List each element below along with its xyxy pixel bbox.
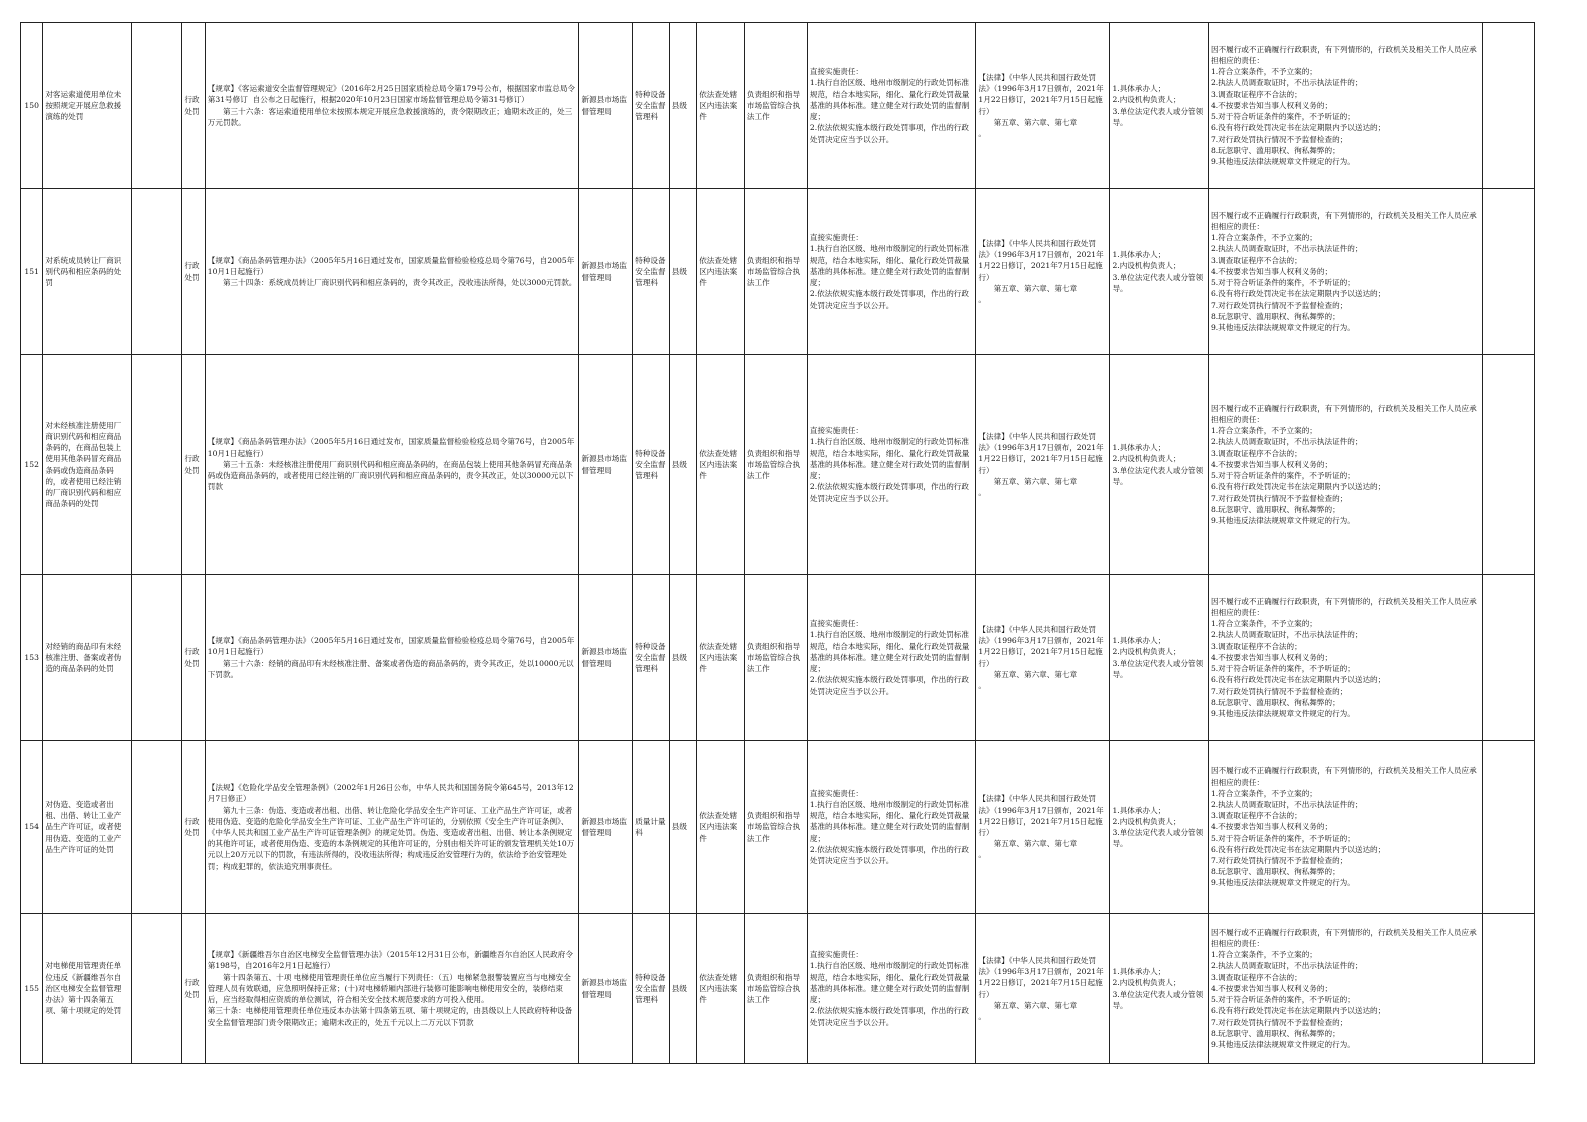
enforcement-scope: 依法查处辖区内违法案件 bbox=[699, 448, 738, 481]
list-line: 1.具体承办人； bbox=[1112, 805, 1166, 815]
administrative-level: 县级 bbox=[671, 652, 687, 662]
legal-basis-article: 第三十六条：经销的商品印有未经核准注册、备案或者伪造的商品条码的，责令其改正，处以10000元以下罚款。 bbox=[207, 658, 574, 679]
law-tail: 。 bbox=[978, 1011, 987, 1021]
list-line: 7.对行政处罚执行情况不予监督检查的； bbox=[1210, 493, 1348, 503]
item-type: 行政处罚 bbox=[184, 978, 200, 999]
item-name: 对系统成员转让厂商识别代码和相应条码的处罚 bbox=[45, 255, 122, 288]
duty-list-table bbox=[20, 22, 1535, 1064]
list-line: 3.调查取证程序不合法的； bbox=[1210, 89, 1302, 99]
list-line: 1.具体承办人； bbox=[1112, 636, 1166, 646]
law-reference: 【法律】《中华人民共和国行政处罚法》（1996年3月17日颁布，2021年1月22日修订，2021年7月15日起施行） bbox=[978, 955, 1104, 999]
list-line: 9.其他违反法律法规规章文件规定的行为。 bbox=[1210, 322, 1355, 332]
list-line: 1.执行自治区级、地州市级制定的行政处罚标准规范，结合本地实际，细化、量化行政处罚裁量基准的具体标准。建立健全对行政处罚的监督制度； bbox=[809, 78, 970, 122]
list-line: 2.内设机构负责人； bbox=[1112, 261, 1181, 271]
sub-item-cell bbox=[131, 355, 182, 575]
list-line: 2.内设机构负责人； bbox=[1112, 816, 1181, 826]
department-cell bbox=[633, 575, 670, 741]
scope-cell bbox=[697, 914, 745, 1064]
list-line: 4.不按要求告知当事人权利义务的； bbox=[1210, 100, 1333, 110]
legal-basis-article: 第三十六条：客运索道使用单位未按照本规定开展应急救援演练的，责令限期改正；逾期未改正的，处三万元罚款。 bbox=[207, 106, 573, 127]
responsibility-lines bbox=[810, 66, 974, 144]
list-line: 2.依法依规实施本级行政处罚事项，作出的行政处罚决定应当予以公开。 bbox=[809, 844, 969, 865]
list-line: 3.单位法定代表人或分管领导。 bbox=[1112, 658, 1204, 679]
administrative-level: 县级 bbox=[671, 266, 687, 276]
row-number-cell bbox=[21, 23, 43, 189]
list-line: 2.依法依规实施本级行政处罚事项，作出的行政处罚决定应当予以公开。 bbox=[809, 675, 969, 696]
list-line: 1.符合立案条件，不予立案的； bbox=[1210, 619, 1317, 629]
list-line: 1.符合立案条件，不予立案的； bbox=[1210, 233, 1317, 243]
list-line: 1.执行自治区级、地州市级制定的行政处罚标准规范，结合本地实际，细化、量化行政处罚裁量基准的具体标准。建立健全对行政处罚的监督制度； bbox=[809, 799, 970, 843]
list-line: 9.其他违反法律法规规章文件规定的行为。 bbox=[1210, 156, 1355, 166]
implementing-agency: 新源县市场监督管理局 bbox=[581, 816, 627, 837]
accountability-lines bbox=[1211, 927, 1480, 1050]
list-line: 2.执法人员调查取证时，不出示执法证件的； bbox=[1210, 630, 1363, 640]
list-line: 3.单位法定代表人或分管领导。 bbox=[1112, 465, 1204, 486]
list-line: 7.对行政处罚执行情况不予监督检查的； bbox=[1210, 300, 1348, 310]
duty-cell bbox=[744, 189, 807, 355]
list-line: 4.不按要求告知当事人权利义务的； bbox=[1210, 266, 1333, 276]
accountability-cell bbox=[1208, 355, 1482, 575]
agency-cell bbox=[579, 23, 633, 189]
table-body bbox=[21, 23, 1535, 1064]
list-line: 2.内设机构负责人； bbox=[1112, 95, 1181, 105]
item-name-cell bbox=[43, 914, 131, 1064]
list-line: 5.对于符合听证条件的案件，不予听证的； bbox=[1210, 278, 1355, 288]
list-line: 3.单位法定代表人或分管领导。 bbox=[1112, 828, 1204, 849]
responsibility-cell bbox=[807, 575, 976, 741]
legal-basis-article: 第三十五条：未经核准注册使用厂商识别代码和相应商品条码的，在商品包装上使用其他条码冒充商品条码或伪造商品条码的，或者使用已经注销的厂商识别代码和相应商品条码的，责令其改正，处以30000元以下罚款 bbox=[207, 459, 574, 492]
list-line: 因不履行或不正确履行行政职责，有下列情形的，行政机关及相关工作人员应承担相应的责任： bbox=[1210, 210, 1477, 232]
law-articles: 第五章、第六章、第七章 bbox=[993, 1000, 1078, 1010]
legal-basis-source: 【规章】《客运索道安全监督管理规定》（2016年2月25日国家质检总局令第179号公布，根据国家市监总局令第31号修订 自公布之日起施行，根据2020年10月23日国家市场监督管理总局令第31号修订） bbox=[207, 84, 576, 105]
responsibility-lines bbox=[810, 949, 974, 1027]
law-articles: 第五章、第六章、第七章 bbox=[993, 283, 1078, 293]
list-line: 6.没有将行政处罚决定书在法定期限内予以送达的； bbox=[1210, 675, 1386, 685]
implementing-agency: 新源县市场监督管理局 bbox=[581, 454, 627, 475]
level-cell bbox=[669, 575, 696, 741]
agency-cell bbox=[579, 355, 633, 575]
remarks-cell bbox=[1483, 914, 1535, 1064]
list-line: 3.调查取证程序不合法的； bbox=[1210, 972, 1302, 982]
list-line: 1.具体承办人； bbox=[1112, 443, 1166, 453]
duty-description: 负责组织和指导市场监管综合执法工作 bbox=[746, 641, 801, 674]
responsible-persons bbox=[1112, 442, 1205, 487]
list-line: 2.执法人员调查取证时，不出示执法证件的； bbox=[1210, 799, 1363, 809]
item-type: 行政处罚 bbox=[184, 454, 200, 475]
department-cell bbox=[633, 914, 670, 1064]
legal-basis-article: 第三十四条：系统成员转让厂商识别代码和相应条码的，责令其改正，没收违法所得，处以3000元罚款。 bbox=[222, 278, 577, 288]
enforcement-scope: 依法查处辖区内违法案件 bbox=[699, 641, 738, 674]
item-type-cell bbox=[182, 741, 205, 914]
list-line: 因不履行或不正确履行行政职责，有下列情形的，行政机关及相关工作人员应承担相应的责任： bbox=[1210, 44, 1477, 66]
responsible-department: 特种设备安全监督管理科 bbox=[635, 641, 666, 674]
sub-item-cell bbox=[131, 741, 182, 914]
item-name-cell bbox=[43, 355, 131, 575]
law-articles: 第五章、第六章、第七章 bbox=[993, 117, 1078, 127]
legal-basis-cell bbox=[205, 355, 579, 575]
accountability-cell bbox=[1208, 189, 1482, 355]
level-cell bbox=[669, 355, 696, 575]
duty-cell bbox=[744, 914, 807, 1064]
list-line: 5.对于符合听证条件的案件，不予听证的； bbox=[1210, 833, 1355, 843]
responsible-persons-cell bbox=[1110, 23, 1208, 189]
implementing-agency: 新源县市场监督管理局 bbox=[581, 978, 627, 999]
law-reference: 【法律】《中华人民共和国行政处罚法》（1996年3月17日颁布，2021年1月22日修订，2021年7月15日起施行） bbox=[978, 431, 1104, 475]
agency-cell bbox=[579, 741, 633, 914]
sub-item-cell bbox=[131, 575, 182, 741]
responsible-persons bbox=[1112, 805, 1205, 850]
duty-description: 负责组织和指导市场监管综合执法工作 bbox=[746, 255, 801, 288]
agency-cell bbox=[579, 575, 633, 741]
level-cell bbox=[669, 914, 696, 1064]
list-line: 因不履行或不正确履行行政职责，有下列情形的，行政机关及相关工作人员应承担相应的责任： bbox=[1210, 403, 1477, 425]
responsible-persons bbox=[1112, 249, 1205, 294]
row-number: 152 bbox=[24, 459, 39, 469]
item-type-cell bbox=[182, 23, 205, 189]
law-articles: 第五章、第六章、第七章 bbox=[993, 839, 1078, 849]
level-cell bbox=[669, 23, 696, 189]
list-line: 8.玩忽职守、滥用职权、徇私舞弊的； bbox=[1210, 1028, 1340, 1038]
duty-cell bbox=[744, 575, 807, 741]
list-line: 6.没有将行政处罚决定书在法定期限内予以送达的； bbox=[1210, 482, 1386, 492]
list-line: 2.内设机构负责人； bbox=[1112, 978, 1181, 988]
remarks-cell bbox=[1483, 575, 1535, 741]
row-number: 153 bbox=[24, 652, 39, 662]
responsible-department: 特种设备安全监督管理科 bbox=[635, 448, 666, 481]
list-line: 3.调查取证程序不合法的； bbox=[1210, 448, 1302, 458]
item-type: 行政处罚 bbox=[184, 647, 200, 668]
item-type-cell bbox=[182, 355, 205, 575]
list-line: 3.单位法定代表人或分管领导。 bbox=[1112, 272, 1204, 293]
list-line: 直接实施责任： bbox=[809, 426, 864, 436]
row-number-cell bbox=[21, 741, 43, 914]
item-name: 对未经核准注册使用厂商识别代码和相应商品条码的，在商品包装上使用其他条码冒充商品条码或伪造商品条码的，或者使用已经注销的厂商识别代码和相应商品条码的处罚 bbox=[45, 420, 122, 509]
list-line: 9.其他违反法律法规规章文件规定的行为。 bbox=[1210, 708, 1355, 718]
legal-basis-cell bbox=[205, 914, 579, 1064]
responsible-persons bbox=[1112, 83, 1205, 128]
remarks-cell bbox=[1483, 189, 1535, 355]
list-line: 6.没有将行政处罚决定书在法定期限内予以送达的； bbox=[1210, 1006, 1386, 1016]
table-row bbox=[21, 355, 1535, 575]
list-line: 2.执法人员调查取证时，不出示执法证件的； bbox=[1210, 437, 1363, 447]
list-line: 2.依法依规实施本级行政处罚事项，作出的行政处罚决定应当予以公开。 bbox=[809, 123, 969, 144]
accountability-cell bbox=[1208, 914, 1482, 1064]
item-type-cell bbox=[182, 914, 205, 1064]
list-line: 7.对行政处罚执行情况不予监督检查的； bbox=[1210, 686, 1348, 696]
duty-cell bbox=[744, 355, 807, 575]
list-line: 3.调查取证程序不合法的； bbox=[1210, 255, 1302, 265]
responsibility-cell bbox=[807, 23, 976, 189]
implementing-agency: 新源县市场监督管理局 bbox=[581, 647, 627, 668]
responsible-persons-cell bbox=[1110, 575, 1208, 741]
duty-description: 负责组织和指导市场监管综合执法工作 bbox=[746, 972, 801, 1005]
accountability-cell bbox=[1208, 741, 1482, 914]
accountability-basis-cell bbox=[976, 741, 1110, 914]
law-tail: 。 bbox=[978, 680, 987, 690]
sub-item-cell bbox=[131, 189, 182, 355]
list-line: 4.不按要求告知当事人权利义务的； bbox=[1210, 983, 1333, 993]
table-row bbox=[21, 575, 1535, 741]
level-cell bbox=[669, 189, 696, 355]
accountability-basis-cell bbox=[976, 575, 1110, 741]
item-name: 对经销的商品印有未经核准注册、备案或者伪造的商品条码的处罚 bbox=[45, 641, 122, 674]
list-line: 8.玩忽职守、滥用职权、徇私舞弊的； bbox=[1210, 697, 1340, 707]
list-line: 3.单位法定代表人或分管领导。 bbox=[1112, 989, 1204, 1010]
responsibility-cell bbox=[807, 914, 976, 1064]
responsible-persons bbox=[1112, 635, 1205, 680]
list-line: 5.对于符合听证条件的案件，不予听证的； bbox=[1210, 471, 1355, 481]
list-line: 直接实施责任： bbox=[809, 233, 864, 243]
sub-item-cell bbox=[131, 23, 182, 189]
list-line: 6.没有将行政处罚决定书在法定期限内予以送达的； bbox=[1210, 289, 1386, 299]
list-line: 1.符合立案条件，不予立案的； bbox=[1210, 950, 1317, 960]
list-line: 3.单位法定代表人或分管领导。 bbox=[1112, 106, 1204, 127]
list-line: 2.内设机构负责人； bbox=[1112, 454, 1181, 464]
sub-item-cell bbox=[131, 914, 182, 1064]
list-line: 4.不按要求告知当事人权利义务的； bbox=[1210, 652, 1333, 662]
item-name: 对电梯使用管理责任单位违反《新疆维吾尔自治区电梯安全监督管理办法》第十四条第五项、第十项规定的处罚 bbox=[45, 961, 122, 1016]
administrative-level: 县级 bbox=[671, 822, 687, 832]
list-line: 2.依法依规实施本级行政处罚事项，作出的行政处罚决定应当予以公开。 bbox=[809, 482, 969, 503]
list-line: 1.执行自治区级、地州市级制定的行政处罚标准规范，结合本地实际，细化、量化行政处罚裁量基准的具体标准。建立健全对行政处罚的监督制度； bbox=[809, 244, 970, 288]
duty-description: 负责组织和指导市场监管综合执法工作 bbox=[746, 89, 801, 122]
accountability-lines bbox=[1211, 596, 1480, 719]
responsible-department: 特种设备安全监督管理科 bbox=[635, 89, 666, 122]
implementing-agency: 新源县市场监督管理局 bbox=[581, 95, 627, 116]
responsibility-cell bbox=[807, 741, 976, 914]
legal-basis-cell bbox=[205, 189, 579, 355]
item-name: 对伪造、变造或者出租、出借、转让工业产品生产许可证，或者使用伪造、变造的工业产品生产许可证的处罚 bbox=[45, 799, 122, 854]
duty-description: 负责组织和指导市场监管综合执法工作 bbox=[746, 811, 801, 843]
accountability-cell bbox=[1208, 575, 1482, 741]
item-type: 行政处罚 bbox=[184, 95, 200, 116]
list-line: 直接实施责任： bbox=[809, 788, 864, 798]
responsible-persons bbox=[1112, 966, 1205, 1011]
responsible-persons-cell bbox=[1110, 355, 1208, 575]
list-line: 2.内设机构负责人； bbox=[1112, 647, 1181, 657]
list-line: 1.执行自治区级、地州市级制定的行政处罚标准规范，结合本地实际，细化、量化行政处罚裁量基准的具体标准。建立健全对行政处罚的监督制度； bbox=[809, 961, 970, 1005]
law-tail: 。 bbox=[978, 850, 987, 860]
scope-cell bbox=[697, 355, 745, 575]
list-line: 2.执法人员调查取证时，不出示执法证件的； bbox=[1210, 961, 1363, 971]
list-line: 3.调查取证程序不合法的； bbox=[1210, 811, 1302, 821]
department-cell bbox=[633, 189, 670, 355]
remarks-cell bbox=[1483, 355, 1535, 575]
legal-basis-cell bbox=[205, 23, 579, 189]
legal-basis-article: 第九十三条：伪造、变造或者出租、出借、转让危险化学品安全生产许可证、工业产品生产许可证，或者使用伪造、变造的危险化学品安全生产许可证、工业产品生产许可证的，分别依照《安全生产许可证条例》、《中华人民共和国工业产品生产许可证管理条例》的规定处罚。伪造、变造或者出租、出借、转让本条例规定的其他许可证，或者使用伪造、变造的本条例规定的其他许可证的，分别由相关许可证的颁发管理机关处10万元以上20万元以下的罚款，有违法所得的，没收违法所得；构成违反治安管理行为的，依法给予治安管理处罚；构成犯罪的，依法追究刑事责任。 bbox=[207, 805, 575, 871]
list-line: 1.执行自治区级、地州市级制定的行政处罚标准规范，结合本地实际，细化、量化行政处罚裁量基准的具体标准。建立健全对行政处罚的监督制度； bbox=[809, 630, 970, 674]
enforcement-scope: 依法查处辖区内违法案件 bbox=[699, 89, 738, 122]
list-line: 因不履行或不正确履行行政职责，有下列情形的，行政机关及相关工作人员应承担相应的责任： bbox=[1210, 596, 1477, 618]
item-name-cell bbox=[43, 23, 131, 189]
duty-description: 负责组织和指导市场监管综合执法工作 bbox=[746, 448, 801, 481]
row-number-cell bbox=[21, 575, 43, 741]
legal-basis-cell bbox=[205, 575, 579, 741]
list-line: 3.调查取证程序不合法的； bbox=[1210, 641, 1302, 651]
list-line: 因不履行或不正确履行行政职责，有下列情形的，行政机关及相关工作人员应承担相应的责任： bbox=[1210, 766, 1477, 787]
accountability-lines bbox=[1211, 44, 1480, 167]
responsible-persons-cell bbox=[1110, 914, 1208, 1064]
list-line: 1.具体承办人； bbox=[1112, 967, 1166, 977]
list-line: 5.对于符合听证条件的案件，不予听证的； bbox=[1210, 664, 1355, 674]
legal-basis-source: 【法规】《危险化学品安全管理条例》（2002年1月26日公布，中华人民共和国国务院令第645号，2013年12月7日修正） bbox=[207, 783, 574, 804]
list-line: 8.玩忽职守、滥用职权、徇私舞弊的； bbox=[1210, 311, 1340, 321]
accountability-basis-cell bbox=[976, 914, 1110, 1064]
table-row bbox=[21, 741, 1535, 914]
item-type: 行政处罚 bbox=[184, 816, 200, 837]
table-row bbox=[21, 189, 1535, 355]
list-line: 1.符合立案条件，不予立案的； bbox=[1210, 426, 1317, 436]
remarks-cell bbox=[1483, 741, 1535, 914]
row-number: 155 bbox=[24, 983, 39, 993]
responsibility-lines bbox=[810, 618, 974, 696]
item-type-cell bbox=[182, 575, 205, 741]
duty-cell bbox=[744, 741, 807, 914]
list-line: 7.对行政处罚执行情况不予监督检查的； bbox=[1210, 1017, 1348, 1027]
list-line: 9.其他违反法律法规规章文件规定的行为。 bbox=[1210, 878, 1355, 888]
list-line: 1.具体承办人； bbox=[1112, 84, 1166, 94]
agency-cell bbox=[579, 914, 633, 1064]
list-line: 4.不按要求告知当事人权利义务的； bbox=[1210, 822, 1333, 832]
responsibility-cell bbox=[807, 355, 976, 575]
remarks-cell bbox=[1483, 23, 1535, 189]
law-tail: 。 bbox=[978, 128, 987, 138]
responsibility-lines bbox=[810, 232, 974, 310]
row-number-cell bbox=[21, 189, 43, 355]
item-name: 对客运索道使用单位未按照规定开展应急救援演练的处罚 bbox=[45, 89, 122, 122]
administrative-level: 县级 bbox=[671, 983, 687, 993]
department-cell bbox=[633, 355, 670, 575]
item-name-cell bbox=[43, 741, 131, 914]
list-line: 8.玩忽职守、滥用职权、徇私舞弊的； bbox=[1210, 867, 1340, 877]
scope-cell bbox=[697, 189, 745, 355]
law-reference: 【法律】《中华人民共和国行政处罚法》（1996年3月17日颁布，2021年1月22日修订，2021年7月15日起施行） bbox=[978, 72, 1104, 116]
list-line: 2.依法依规实施本级行政处罚事项，作出的行政处罚决定应当予以公开。 bbox=[809, 289, 969, 310]
department-cell bbox=[633, 741, 670, 914]
list-line: 8.玩忽职守、滥用职权、徇私舞弊的； bbox=[1210, 504, 1340, 514]
scope-cell bbox=[697, 575, 745, 741]
list-line: 8.玩忽职守、滥用职权、徇私舞弊的； bbox=[1210, 145, 1340, 155]
item-name-cell bbox=[43, 575, 131, 741]
list-line: 2.执法人员调查取证时，不出示执法证件的； bbox=[1210, 244, 1363, 254]
list-line: 5.对于符合听证条件的案件，不予听证的； bbox=[1210, 112, 1355, 122]
list-line: 9.其他违反法律法规规章文件规定的行为。 bbox=[1210, 1039, 1355, 1049]
enforcement-scope: 依法查处辖区内违法案件 bbox=[699, 972, 738, 1005]
law-articles: 第五章、第六章、第七章 bbox=[993, 669, 1078, 679]
list-line: 9.其他违反法律法规规章文件规定的行为。 bbox=[1210, 515, 1355, 525]
accountability-basis-cell bbox=[976, 189, 1110, 355]
list-line: 7.对行政处罚执行情况不予监督检查的； bbox=[1210, 134, 1348, 144]
responsible-department: 质量计量科 bbox=[635, 816, 666, 837]
row-number-cell bbox=[21, 914, 43, 1064]
table-row bbox=[21, 23, 1535, 189]
enforcement-scope: 依法查处辖区内违法案件 bbox=[699, 255, 738, 288]
agency-cell bbox=[579, 189, 633, 355]
legal-basis-source: 【规章】《新疆维吾尔自治区电梯安全监督管理办法》（2015年12月31日公布，新疆维吾尔自治区人民政府令第198号，自2016年2月1日起施行） bbox=[207, 950, 573, 971]
law-tail: 。 bbox=[978, 294, 987, 304]
list-line: 2.依法依规实施本级行政处罚事项，作出的行政处罚决定应当予以公开。 bbox=[809, 1006, 969, 1027]
accountability-basis-cell bbox=[976, 355, 1110, 575]
accountability-cell bbox=[1208, 23, 1482, 189]
list-line: 直接实施责任： bbox=[809, 619, 864, 629]
law-reference: 【法律】《中华人民共和国行政处罚法》（1996年3月17日颁布，2021年1月22日修订，2021年7月15日起施行） bbox=[978, 624, 1104, 668]
duty-cell bbox=[744, 23, 807, 189]
duty-list-sheet bbox=[20, 22, 1535, 1064]
responsibility-cell bbox=[807, 189, 976, 355]
list-line: 1.符合立案条件，不予立案的； bbox=[1210, 788, 1317, 798]
accountability-lines bbox=[1211, 210, 1480, 333]
list-line: 4.不按要求告知当事人权利义务的； bbox=[1210, 459, 1333, 469]
legal-basis-cell bbox=[205, 741, 579, 914]
scope-cell bbox=[697, 23, 745, 189]
scope-cell bbox=[697, 741, 745, 914]
accountability-lines bbox=[1211, 403, 1480, 526]
list-line: 直接实施责任： bbox=[809, 950, 864, 960]
responsible-department: 特种设备安全监督管理科 bbox=[635, 255, 666, 288]
administrative-level: 县级 bbox=[671, 459, 687, 469]
row-number-cell bbox=[21, 355, 43, 575]
accountability-lines bbox=[1211, 765, 1480, 888]
row-number: 150 bbox=[24, 100, 39, 110]
row-number: 154 bbox=[24, 822, 39, 832]
department-cell bbox=[633, 23, 670, 189]
responsible-persons-cell bbox=[1110, 741, 1208, 914]
law-tail: 。 bbox=[978, 487, 987, 497]
item-name-cell bbox=[43, 189, 131, 355]
responsible-department: 特种设备安全监督管理科 bbox=[635, 972, 666, 1005]
list-line: 1.具体承办人； bbox=[1112, 250, 1166, 260]
table-row bbox=[21, 914, 1535, 1064]
list-line: 直接实施责任： bbox=[809, 67, 864, 77]
list-line: 1.符合立案条件，不予立案的； bbox=[1210, 67, 1317, 77]
responsibility-lines bbox=[810, 425, 974, 503]
item-type-cell bbox=[182, 189, 205, 355]
accountability-basis-cell bbox=[976, 23, 1110, 189]
law-articles: 第五章、第六章、第七章 bbox=[993, 476, 1078, 486]
list-line: 6.没有将行政处罚决定书在法定期限内予以送达的； bbox=[1210, 123, 1386, 133]
list-line: 7.对行政处罚执行情况不予监督检查的； bbox=[1210, 856, 1348, 865]
list-line: 5.对于符合听证条件的案件，不予听证的； bbox=[1210, 995, 1355, 1005]
responsible-persons-cell bbox=[1110, 189, 1208, 355]
administrative-level: 县级 bbox=[671, 100, 687, 110]
legal-basis-article: 第十四条第五、十项 电梯使用管理责任单位应当履行下列责任：（五）电梯紧急报警装置应当与电梯安全管理人员有效联通，应急照明保持正常；(十)对电梯轿厢内部进行装修可能影响电梯使用安全的，装修结束后，应当经取得相应资质的单位测试，符合相关安全技术规范要求的方可投入使用。 第三十条：电梯使用管理责任单位违反本办法第十四条第五项、第十项规定的，由县级以上人民政府特种设备安全监督管理部门责令限期改正；逾期未改正的，处五千元以上二万元以下罚款 bbox=[207, 972, 573, 1027]
enforcement-scope: 依法查处辖区内违法案件 bbox=[699, 811, 738, 843]
list-line: 2.执法人员调查取证时，不出示执法证件的； bbox=[1210, 78, 1363, 88]
legal-basis-source: 【规章】《商品条码管理办法》（2005年5月16日通过发布，国家质量监督检验检疫总局令第76号，自2005年10月1日起施行） bbox=[207, 255, 575, 276]
legal-basis-source: 【规章】《商品条码管理办法》（2005年5月16日通过发布，国家质量监督检验检疫总局令第76号，自2005年10月1日起施行） bbox=[207, 636, 575, 657]
row-number: 151 bbox=[24, 266, 39, 276]
list-line: 6.没有将行政处罚决定书在法定期限内予以送达的； bbox=[1210, 844, 1386, 854]
law-reference: 【法律】《中华人民共和国行政处罚法》（1996年3月17日颁布，2021年1月22日修订，2021年7月15日起施行） bbox=[978, 794, 1104, 837]
list-line: 1.执行自治区级、地州市级制定的行政处罚标准规范，结合本地实际，细化、量化行政处罚裁量基准的具体标准。建立健全对行政处罚的监督制度； bbox=[809, 437, 970, 481]
list-line: 因不履行或不正确履行行政职责，有下列情形的，行政机关及相关工作人员应承担相应的责任： bbox=[1210, 927, 1477, 949]
level-cell bbox=[669, 741, 696, 914]
responsibility-lines bbox=[810, 788, 974, 866]
legal-basis-source: 【规章】《商品条码管理办法》（2005年5月16日通过发布，国家质量监督检验检疫总局令第76号，自2005年10月1日起施行） bbox=[207, 437, 575, 458]
implementing-agency: 新源县市场监督管理局 bbox=[581, 261, 627, 282]
law-reference: 【法律】《中华人民共和国行政处罚法》（1996年3月17日颁布，2021年1月22日修订，2021年7月15日起施行） bbox=[978, 238, 1104, 282]
item-type: 行政处罚 bbox=[184, 261, 200, 282]
